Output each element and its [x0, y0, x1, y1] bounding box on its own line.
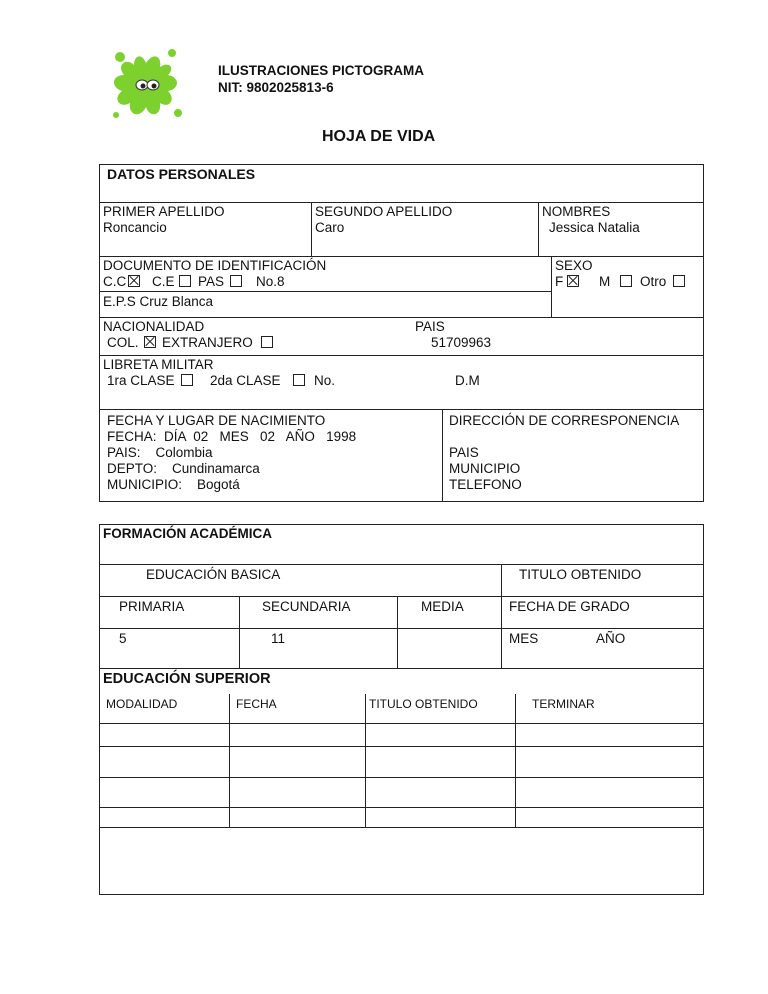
primera-clase-checkbox[interactable] — [181, 374, 193, 386]
green-splash-logo-icon — [106, 43, 186, 129]
superior-title: EDUCACIÓN SUPERIOR — [103, 671, 271, 687]
nacionalidad-label: NACIONALIDAD — [103, 319, 205, 334]
notes-area[interactable] — [100, 828, 703, 894]
nombres-value[interactable]: Jessica Natalia — [549, 220, 640, 235]
pas-label: PAS — [198, 274, 225, 289]
segundo-apellido-label: SEGUNDO APELLIDO — [315, 204, 453, 219]
extranjero-checkbox[interactable] — [261, 336, 273, 348]
otro-label: Otro — [640, 274, 667, 289]
media-label: MEDIA — [421, 599, 464, 614]
column-header: TERMINAR — [532, 697, 595, 711]
dir-pais-label: PAIS — [449, 445, 479, 460]
ce-label: C.E — [152, 274, 175, 289]
column-header: MODALIDAD — [106, 697, 178, 711]
ce-checkbox[interactable] — [179, 275, 191, 287]
m-checkbox[interactable] — [620, 275, 632, 287]
nombres-label: NOMBRES — [542, 204, 611, 219]
titulo-obtenido-label: TITULO OBTENIDO — [519, 567, 642, 582]
ano-label: AÑO — [596, 631, 626, 646]
m-label: M — [599, 274, 611, 289]
municipio-nacimiento[interactable]: MUNICIPIO: Bogotá — [107, 477, 240, 492]
column-header: FECHA — [236, 697, 277, 711]
fecha-grado-label: FECHA DE GRADO — [509, 599, 630, 614]
otro-checkbox[interactable] — [673, 275, 685, 287]
pais-nacimiento[interactable]: PAIS: Colombia — [107, 445, 213, 460]
libreta-number-label: No. — [314, 373, 336, 388]
cc-checkbox[interactable] — [128, 275, 140, 287]
extranjero-label: EXTRANJERO — [162, 335, 253, 350]
dir-municipio-label: MUNICIPIO — [449, 461, 521, 476]
company-nit: NIT: 9802025813-6 — [218, 80, 334, 95]
page-title: HOJA DE VIDA — [322, 128, 436, 145]
f-checkbox[interactable] — [567, 275, 579, 287]
fecha-nacimiento[interactable]: FECHA: DÍA 02 MES 02 AÑO 1998 — [107, 429, 357, 444]
direccion-label: DIRECCIÓN DE CORRESPONENCIA — [449, 413, 680, 428]
sexo-label: SEXO — [555, 258, 593, 273]
secundaria-value[interactable]: 11 — [271, 631, 286, 646]
primaria-value[interactable]: 5 — [119, 631, 127, 646]
dm-label: D.M — [455, 373, 480, 388]
dir-telefono-label: TELEFONO — [449, 477, 522, 492]
primaria-label: PRIMARIA — [119, 599, 185, 614]
section-title-personal: DATOS PERSONALES — [107, 166, 256, 182]
section-title-academic: FORMACIÓN ACADÉMICA — [103, 526, 272, 541]
table-row[interactable] — [100, 747, 703, 777]
primera-clase-label: 1ra CLASE — [107, 373, 175, 388]
table-row[interactable] — [100, 808, 703, 827]
cc-label: C.C — [103, 274, 127, 289]
segunda-clase-checkbox[interactable] — [293, 374, 305, 386]
doc-number-label: No.8 — [256, 274, 285, 289]
pais-value[interactable]: 51709963 — [431, 335, 492, 350]
col-label: COL. — [107, 335, 139, 350]
segundo-apellido-value[interactable]: Caro — [315, 220, 345, 235]
doc-id-label: DOCUMENTO DE IDENTIFICACIÓN — [103, 258, 327, 273]
company-name: ILUSTRACIONES PICTOGRAMA — [218, 63, 425, 78]
primer-apellido-value[interactable]: Roncancio — [103, 220, 167, 235]
primer-apellido-label: PRIMER APELLIDO — [103, 204, 225, 219]
secundaria-label: SECUNDARIA — [262, 599, 351, 614]
col-checkbox[interactable] — [144, 336, 156, 348]
segunda-clase-label: 2da CLASE — [210, 373, 281, 388]
libreta-label: LIBRETA MILITAR — [103, 357, 214, 372]
table-row[interactable] — [100, 778, 703, 807]
table-row[interactable] — [100, 724, 703, 746]
nacimiento-label: FECHA Y LUGAR DE NACIMIENTO — [107, 413, 326, 428]
mes-label: MES — [509, 631, 539, 646]
column-header: TITULO OBTENIDO — [369, 697, 478, 711]
depto-nacimiento[interactable]: DEPTO: Cundinamarca — [107, 461, 260, 476]
f-label: F — [555, 274, 564, 289]
logo — [106, 43, 186, 129]
pas-checkbox[interactable] — [230, 275, 242, 287]
basica-label: EDUCACIÓN BASICA — [146, 567, 281, 582]
pais-label: PAIS — [415, 319, 445, 334]
eps-label: E.P.S Cruz Blanca — [103, 294, 214, 309]
